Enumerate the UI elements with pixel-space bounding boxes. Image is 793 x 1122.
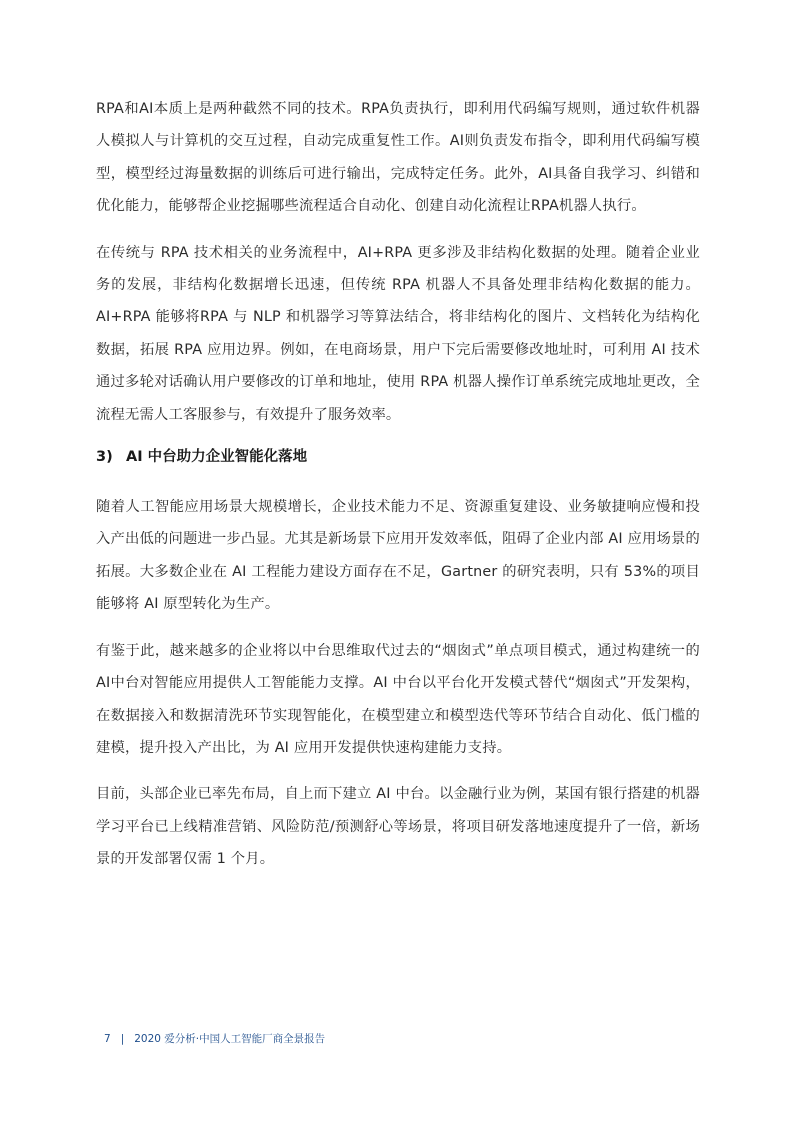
page-footer <box>104 1031 325 1046</box>
paragraph-ai-rpa: 在传统与 RPA 技术相关的业务流程中，AI+RPA 更多涉及非结构化数据的处理。随着企业业务的发展，非结构化数据增长迅速，但传统 RPA 机器人不具备处理非结构化数据的能力。AI+RPA 能够将RPA 与 NLP 和机器学习等算法结合，将非结构化的图片、文档转化为结构化数据，拓展 RPA 应用边界。例如，在电商场景，用户下完后需要修改地址时，可利用 AI 技术通过多轮对话确认用户要修改的订单和地址，使用 RPA 机器人操作订单系统完成地址更改，全流程无需人工客服参与，有效提升了服务效率。 <box>96 244 700 423</box>
page-number: 7 <box>104 1033 111 1045</box>
section-number: 3) <box>96 449 113 466</box>
paragraph-rpa-vs-ai: RPA和AI本质上是两种截然不同的技术。RPA负责执行，即利用代码编写规则，通过软件机器人模拟人与计算机的交互过程，自动完成重复性工作。AI则负责发布指令，即利用代码编写模型，模型经过海量数据的训练后可进行输出，完成特定任务。此外，AI具备自我学习、纠错和优化能力，能够帮企业挖掘哪些流程适合自动化、创建自动化流程让RPA机器人执行。 <box>96 101 700 215</box>
page-content <box>96 93 700 890</box>
section-heading <box>96 445 700 469</box>
section-title: AI 中台助力企业智能化落地 <box>126 449 308 466</box>
paragraph-ai-middle-platform: 有鉴于此，越来越多的企业将以中台思维取代过去的“烟囱式”单点项目模式，通过构建统一的 AI中台对智能应用提供人工智能能力支撑。AI 中台以平台化开发模式替代“烟囱式”开发架构，在数据接入和数据清洗环节实现智能化，在模型建立和模型迭代等环节结合自动化、低门槛的建模，提升投入产出比，为 AI 应用开发提供快速构建能力支持。 <box>96 642 700 756</box>
footer-separator: | <box>120 1033 125 1045</box>
paragraph-ai-growth: 随着人工智能应用场景大规模增长，企业技术能力不足、资源重复建设、业务敏捷响应慢和投入产出低的问题进一步凸显。尤其是新场景下应用开发效率低，阻碍了企业内部 AI 应用场景的拓展。大多数企业在 AI 工程能力建设方面存在不足，Gartner 的研究表明，只有 53%的项目能够将 AI 原型转化为生产。 <box>96 499 700 613</box>
paragraph-industry-example: 目前，头部企业已率先布局，自上而下建立 AI 中台。以金融行业为例，某国有银行搭建的机器学习平台已上线精准营销、风险防范/预测舒心等场景，将项目研发落地速度提升了一倍，新场景的开发部署仅需 1 个月。 <box>96 786 700 868</box>
report-title: 2020 爱分析·中国人工智能厂商全景报告 <box>134 1033 326 1045</box>
